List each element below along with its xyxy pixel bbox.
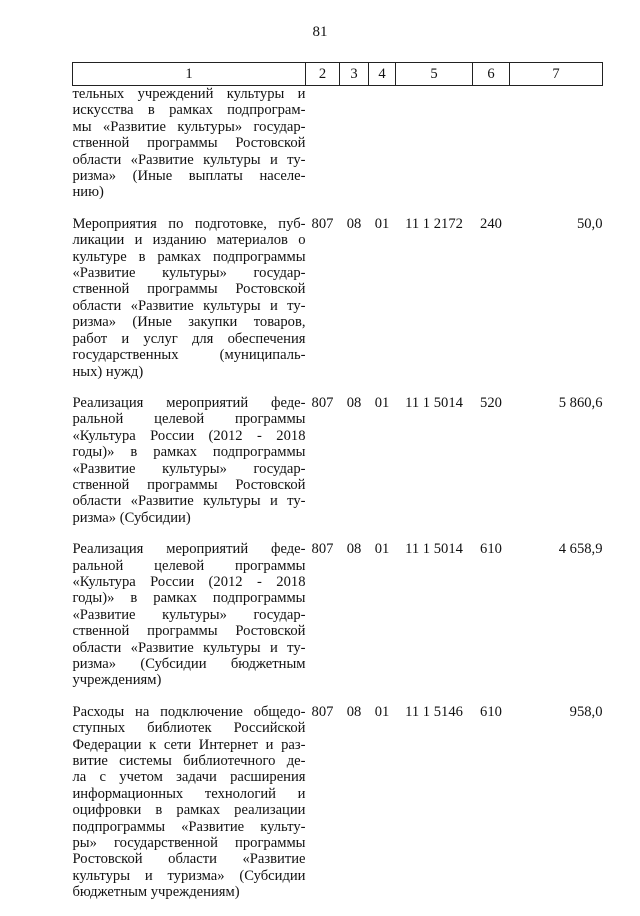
description-line: «Развитие культуры» государ- <box>72 265 306 282</box>
description-line: ральной целевой программы <box>72 557 306 574</box>
cell-grbs: 807 <box>311 394 334 411</box>
table-row <box>73 86 603 216</box>
description-line: тельных учреждений культуры и <box>72 86 306 102</box>
description-line: Реализация мероприятий феде- <box>72 394 306 411</box>
cell-amount: 4 658,9 <box>558 541 603 558</box>
description-line: Расходы на подключение общедо- <box>72 703 306 720</box>
cell-target-article: 11 1 5014 <box>405 541 463 558</box>
description-line: «Культура России (2012 - 2018 <box>72 427 306 444</box>
description-line: ственной программы Ростовской <box>72 281 306 298</box>
cell-section <box>340 86 369 216</box>
cell-subsection: 01 <box>374 703 390 720</box>
column-header-3: 3 <box>340 63 369 86</box>
description-line: Ростовской области «Развитие <box>72 851 306 868</box>
description-line: «Развитие культуры» государ- <box>72 460 306 477</box>
description-line: годы)» в рамках подпрограммы <box>72 590 306 607</box>
description-line: оцифровки в рамках реализации <box>72 802 306 819</box>
description-line: нию) <box>72 184 104 201</box>
description-line: ла с учетом задачи расширения <box>72 769 306 786</box>
description-line: области «Развитие культуры и ту- <box>72 639 306 656</box>
cell-subsection: 01 <box>374 394 390 411</box>
cell-target-article <box>396 86 473 216</box>
description-line: культуры и туризма» (Субсидии <box>72 867 306 884</box>
column-header-1: 1 <box>73 63 306 86</box>
cell-grbs <box>306 86 340 216</box>
cell-section: 08 <box>346 703 362 720</box>
cell-section: 08 <box>346 215 362 232</box>
description-line: ральной целевой программы <box>72 411 306 428</box>
page-number: 81 <box>312 24 328 40</box>
description-line: информационных технологий и <box>72 785 306 802</box>
cell-amount <box>510 86 603 216</box>
description-line: искусства в рамках подпрограм- <box>72 102 306 119</box>
description-line: области «Развитие культуры и ту- <box>72 297 306 314</box>
cell-amount: 5 860,6 <box>558 394 603 411</box>
description-line: ликации и изданию материалов о <box>72 232 306 249</box>
cell-amount: 50,0 <box>576 215 603 232</box>
description-line: годы)» в рамках подпрограммы <box>72 444 306 461</box>
table-body <box>73 86 603 916</box>
cell-grbs: 807 <box>311 215 334 232</box>
table-row <box>73 541 603 704</box>
cell-expense-type: 520 <box>480 394 502 411</box>
row-description <box>73 541 306 704</box>
table-row <box>73 704 603 916</box>
description-line: бюджетным учреждениям) <box>72 884 240 901</box>
description-line: ризма» (Субсидии бюджетным <box>72 656 306 672</box>
cell-target-article: 11 1 5014 <box>405 394 463 411</box>
description-line: работ и услуг для обеспечения <box>72 330 306 347</box>
column-header-6: 6 <box>473 63 510 86</box>
column-header-4: 4 <box>369 63 396 86</box>
description-line: ных) нужд) <box>72 363 144 380</box>
description-line: учреждениям) <box>72 672 162 689</box>
cell-subsection: 01 <box>374 541 390 558</box>
cell-target-article: 11 1 5146 <box>405 703 463 720</box>
description-line: ственной программы Ростовской <box>72 476 306 493</box>
description-line: области «Развитие культуры и ту- <box>72 151 306 168</box>
description-line: «Развитие культуры» государ- <box>72 606 306 623</box>
cell-target-article: 11 1 2172 <box>405 215 463 232</box>
cell-amount: 958,0 <box>569 703 603 720</box>
row-description <box>73 395 306 541</box>
description-line: ступных библиотек Российской <box>72 720 306 737</box>
description-line: ризма» (Иные выплаты населе- <box>72 168 306 185</box>
description-line: культуре в рамках подпрограммы <box>72 248 306 265</box>
description-line: ризма» (Иные закупки товаров, <box>72 314 306 331</box>
column-header-5: 5 <box>396 63 473 86</box>
row-description <box>73 704 306 916</box>
cell-expense-type <box>473 86 510 216</box>
row-description <box>73 216 306 395</box>
description-line: области «Развитие культуры и ту- <box>72 493 306 510</box>
description-line: государственных (муниципаль- <box>72 347 306 364</box>
row-description <box>73 86 306 216</box>
table-row <box>73 395 603 541</box>
cell-section: 08 <box>346 541 362 558</box>
description-line: мы «Развитие культуры» государ- <box>72 118 306 135</box>
description-line: «Культура России (2012 - 2018 <box>72 573 306 590</box>
cell-grbs: 807 <box>311 541 334 558</box>
description-line: Мероприятия по подготовке, пуб- <box>72 215 306 232</box>
table-row <box>73 216 603 395</box>
description-line: подпрограммы «Развитие культу- <box>72 818 306 835</box>
description-line: витие системы библиотечного де- <box>72 753 306 770</box>
description-line: ризма» (Субсидии) <box>72 509 191 526</box>
description-line: Федерации к сети Интернет и раз- <box>72 736 306 753</box>
cell-grbs: 807 <box>311 703 334 720</box>
cell-expense-type: 240 <box>480 215 502 232</box>
description-line: Реализация мероприятий феде- <box>72 541 306 558</box>
budget-table <box>72 62 603 916</box>
cell-expense-type: 610 <box>480 703 502 720</box>
cell-expense-type: 610 <box>480 541 502 558</box>
column-header-2: 2 <box>306 63 340 86</box>
table-header-row <box>73 63 603 86</box>
description-line: ры» государственной программы <box>72 835 306 852</box>
description-line: ственной программы Ростовской <box>72 623 306 640</box>
column-header-7: 7 <box>510 63 603 86</box>
cell-section: 08 <box>346 394 362 411</box>
cell-subsection: 01 <box>374 215 390 232</box>
cell-subsection <box>369 86 396 216</box>
description-line: ственной программы Ростовской <box>72 135 306 152</box>
